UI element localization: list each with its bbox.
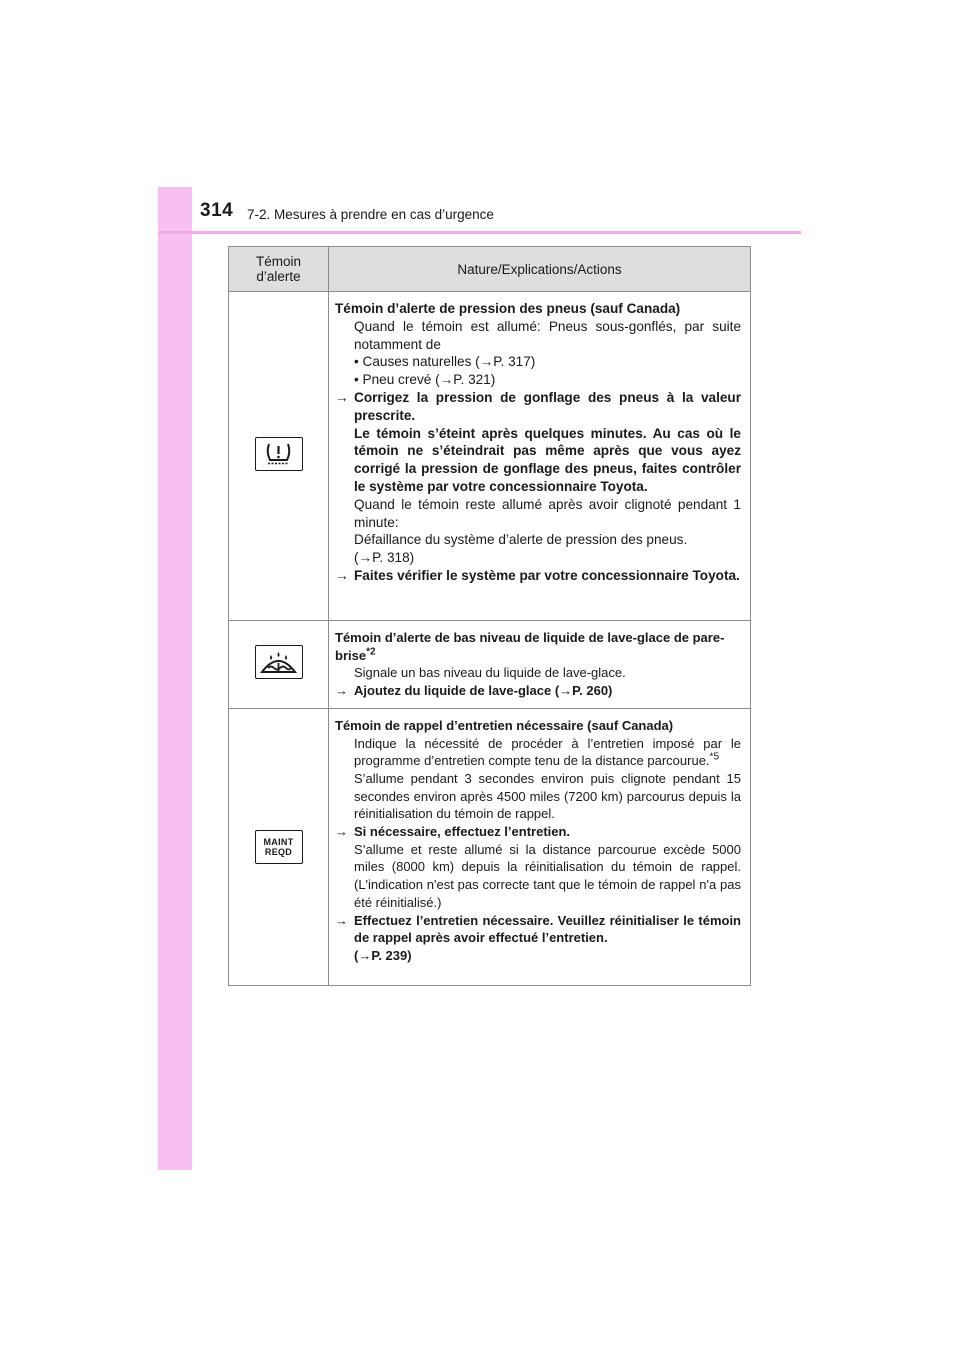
tire-pressure-warning-icon [255, 437, 303, 471]
icon-label: MAINT [263, 836, 294, 847]
arrow-icon: → [335, 912, 348, 928]
description-cell [329, 621, 751, 709]
row-description: S’allume pendant 3 secondes environ puis clignote pendant 15 secondes environ après 4500 miles (7200 km) parcourus depuis la réinitialisation du témoin de rappel. [354, 770, 741, 822]
action-line [335, 823, 741, 841]
bullet-item: • Pneu crevé (→P. 321) [354, 372, 496, 388]
footnote-ref: *5 [709, 751, 719, 763]
description-cell [329, 292, 751, 621]
bullet-item: • Causes naturelles (→P. 317) [354, 354, 536, 370]
action-line [335, 389, 741, 425]
icon-cell [229, 708, 329, 985]
row-description: S’allume et reste allumé si la distance parcourue excède 5000 miles (8000 km) depuis la réinitialisation du témoin de rappel. (L'indication n'est pas correcte tant que le témoin de rappel n'a pas été réinitialisé.) [354, 841, 741, 910]
page-number: 314 [200, 200, 234, 221]
washer-fluid-low-icon [255, 645, 303, 679]
blink-intro: Quand le témoin reste allumé après avoir clignoté pendant 1 minute: [354, 496, 741, 530]
lit-intro: Quand le témoin est allumé: Pneus sous-gonflés, par suite notamment de [354, 318, 741, 352]
arrow-icon: → [335, 567, 349, 583]
description-cell [329, 708, 751, 985]
icon-label: REQD [264, 846, 293, 857]
arrow-icon: → [335, 389, 349, 405]
row-description [335, 735, 741, 770]
col-header-warning-light: Témoin d’alerte [229, 247, 329, 292]
chapter-side-tab [158, 187, 192, 1170]
table-row [229, 292, 751, 621]
warning-lights-table [228, 246, 751, 986]
table-row [229, 708, 751, 985]
icon-cell [229, 292, 329, 621]
col-header-nature: Nature/Explications/Actions [329, 247, 751, 292]
row-title-text: Témoin d’alerte de bas niveau de liquide de lave-glace de pare-brise [335, 630, 725, 663]
table-header-row [229, 247, 751, 292]
action-text: Ajoutez du liquide de lave-glace (→P. 260) [354, 683, 613, 699]
arrow-icon: → [335, 683, 348, 699]
action-text: Faites vérifier le système par votre concessionnaire Toyota. [354, 567, 740, 583]
row-title [335, 629, 741, 664]
maintenance-required-icon [255, 830, 303, 864]
row-title: Témoin d’alerte de pression des pneus (sauf Canada) [335, 301, 681, 316]
footnote-ref: *2 [366, 646, 376, 658]
action-line [335, 682, 741, 700]
header-rule [158, 231, 801, 234]
action-text: Corrigez la pression de gonflage des pneus à la valeur prescrite. [354, 389, 741, 423]
row-title: Témoin de rappel d’entretien nécessaire (sauf Canada) [335, 717, 674, 733]
blink-cause: Défaillance du système d’alerte de pression des pneus. [354, 532, 688, 548]
icon-cell [229, 621, 329, 709]
table-row [229, 621, 751, 709]
action-line [335, 912, 741, 947]
description-text: Indique la nécessité de procéder à l’entretien imposé par le programme d’entretien compte tenu de la distance parcourue. [354, 735, 741, 769]
blink-ref: (→P. 318) [354, 550, 415, 566]
action-ref: (→P. 239) [354, 947, 412, 963]
action-line [335, 567, 741, 585]
arrow-icon: → [335, 824, 348, 840]
row-description: Signale un bas niveau du liquide de lave-glace. [354, 665, 626, 681]
action-text: Effectuez l’entretien nécessaire. Veuillez réinitialiser le témoin de rappel après avoir effectué l’entretien. [354, 912, 741, 946]
action-note: Le témoin s’éteint après quelques minutes. Au cas où le témoin ne s’éteindrait pas même après que vous ayez corrigé la pression de gonflage des pneus, faites contrôler le système par votre concessionnaire Toyota. [354, 425, 741, 494]
action-text: Si nécessaire, effectuez l’entretien. [354, 824, 571, 840]
section-title: 7-2. Mesures à prendre en cas d’urgence [247, 207, 494, 222]
